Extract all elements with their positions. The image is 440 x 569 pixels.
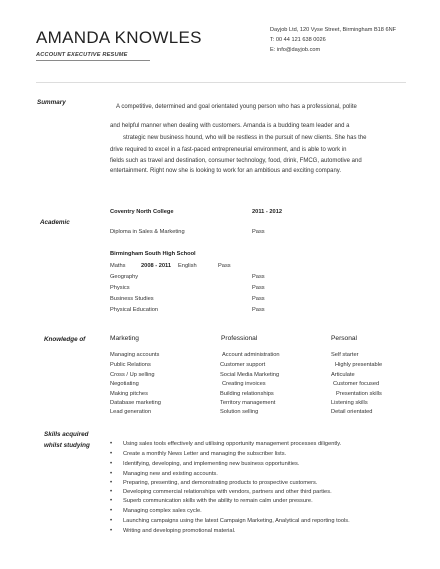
school-subject: Business Studies [110, 296, 154, 302]
resume-subtitle: ACCOUNT EXECUTIVE RESUME [36, 52, 128, 58]
summary-line: A competitive, determined and goal orientated young person who has a professional, polite [116, 104, 357, 110]
contact-email: E: info@dayjob.com [270, 47, 321, 53]
knowledge-item: Customer support [220, 362, 266, 368]
college-years: 2011 - 2012 [252, 209, 283, 215]
header-divider [36, 82, 406, 83]
college-result: Pass [252, 229, 265, 235]
knowledge-column-title: Marketing [110, 335, 139, 342]
knowledge-item: Negotiating [110, 381, 139, 387]
knowledge-item: Cross / Up selling [110, 372, 155, 378]
school-subject: Geography [110, 274, 139, 280]
knowledge-item: Articulate [331, 372, 355, 378]
school-result: Pass [252, 296, 265, 302]
knowledge-item: Building relationships [220, 391, 274, 397]
knowledge-item: Managing accounts [110, 352, 160, 358]
title-underline [36, 60, 150, 61]
school-result: Pass [252, 285, 265, 291]
school-years: 2008 - 2011 [141, 263, 172, 269]
school-name: Birmingham South High School [110, 251, 196, 257]
school-result: Pass [252, 307, 265, 313]
knowledge-item: Public Relations [110, 362, 151, 368]
school-subject: Physics [110, 285, 130, 291]
knowledge-item: Lead generation [110, 409, 152, 415]
skill-item: • Writing and developing promotional material. [123, 528, 235, 534]
school-result: Pass [252, 274, 265, 280]
knowledge-item: Solution selling [220, 409, 259, 415]
skill-item: • Superb communication skills with the ability to remain calm under pressure. [123, 498, 313, 504]
skills-label: Skills acquired [44, 431, 89, 438]
knowledge-item: Highly presentable [335, 362, 383, 368]
knowledge-item: Account administration [222, 352, 280, 358]
skill-item: • Identifying, developing, and implementing new business opportunities. [123, 461, 299, 467]
contact-address: Dayjob Ltd, 120 Vyse Street, Birmingham B18 6NF [270, 27, 397, 33]
summary-line: drive required to excel in a fast-paced entrepreneurial environment, and is able to work in [110, 147, 347, 153]
skill-item: • Launching campaigns using the latest Campaign Marketing, Analytical and reporting tools. [123, 518, 350, 524]
school-subject: Maths [110, 263, 126, 269]
college-name: Coventry North College [110, 209, 174, 215]
knowledge-item: Social Media Marketing [220, 372, 280, 378]
college-course: Diploma in Sales & Marketing [110, 229, 185, 235]
knowledge-item: Database marketing [110, 400, 161, 406]
academic-label: Academic [40, 219, 70, 226]
knowledge-item: Presentation skills [336, 391, 382, 397]
school-subject: English [178, 263, 197, 269]
knowledge-item: Creating invoices [222, 381, 266, 387]
knowledge-item: Customer focused [333, 381, 380, 387]
knowledge-column-title: Professional [221, 335, 258, 342]
knowledge-column-title: Personal [331, 335, 358, 342]
knowledge-item: Listening skills [331, 400, 368, 406]
knowledge-item: Making pitches [110, 391, 148, 397]
school-subject: Physical Education [110, 307, 159, 313]
knowledge-item: Territory management [220, 400, 276, 406]
skills-label: whilst studying [44, 442, 90, 449]
skill-item: • Managing complex sales cycle. [123, 508, 202, 514]
skill-item: • Managing new and existing accounts. [123, 471, 218, 477]
candidate-name: AMANDA KNOWLES [36, 28, 202, 47]
summary-line: fields such as travel and destination, consumer technology, food, drink, FMCG, automotive and [110, 158, 362, 164]
knowledge-label: Knowledge of [44, 336, 86, 343]
skill-item: • Using sales tools effectively and utilising opportunity management processes diligently. [123, 441, 341, 447]
summary-line: strategic new business hound, who will be restless in the pursuit of new clients. She has the [123, 135, 367, 141]
skill-item: • Create a monthly News Letter and managing the subscriber lists. [123, 451, 286, 457]
skill-item: • Developing commercial relationships with vendors, partners and other third parties. [123, 489, 332, 495]
summary-line: entertainment. Right now she is looking to work for an ambitious and exciting company. [110, 168, 342, 174]
knowledge-item: Self starter [331, 352, 359, 358]
skill-item: • Preparing, presenting, and demonstrating products to prospective customers. [123, 480, 317, 486]
summary-label: Summary [37, 99, 66, 106]
summary-line: and helpful manner when dealing with customers. Amanda is a budding team leader and a [110, 123, 350, 129]
school-result: Pass [218, 263, 231, 269]
knowledge-item: Detail orientated [331, 409, 373, 415]
contact-phone: T: 00 44 121 638 0026 [270, 37, 326, 43]
